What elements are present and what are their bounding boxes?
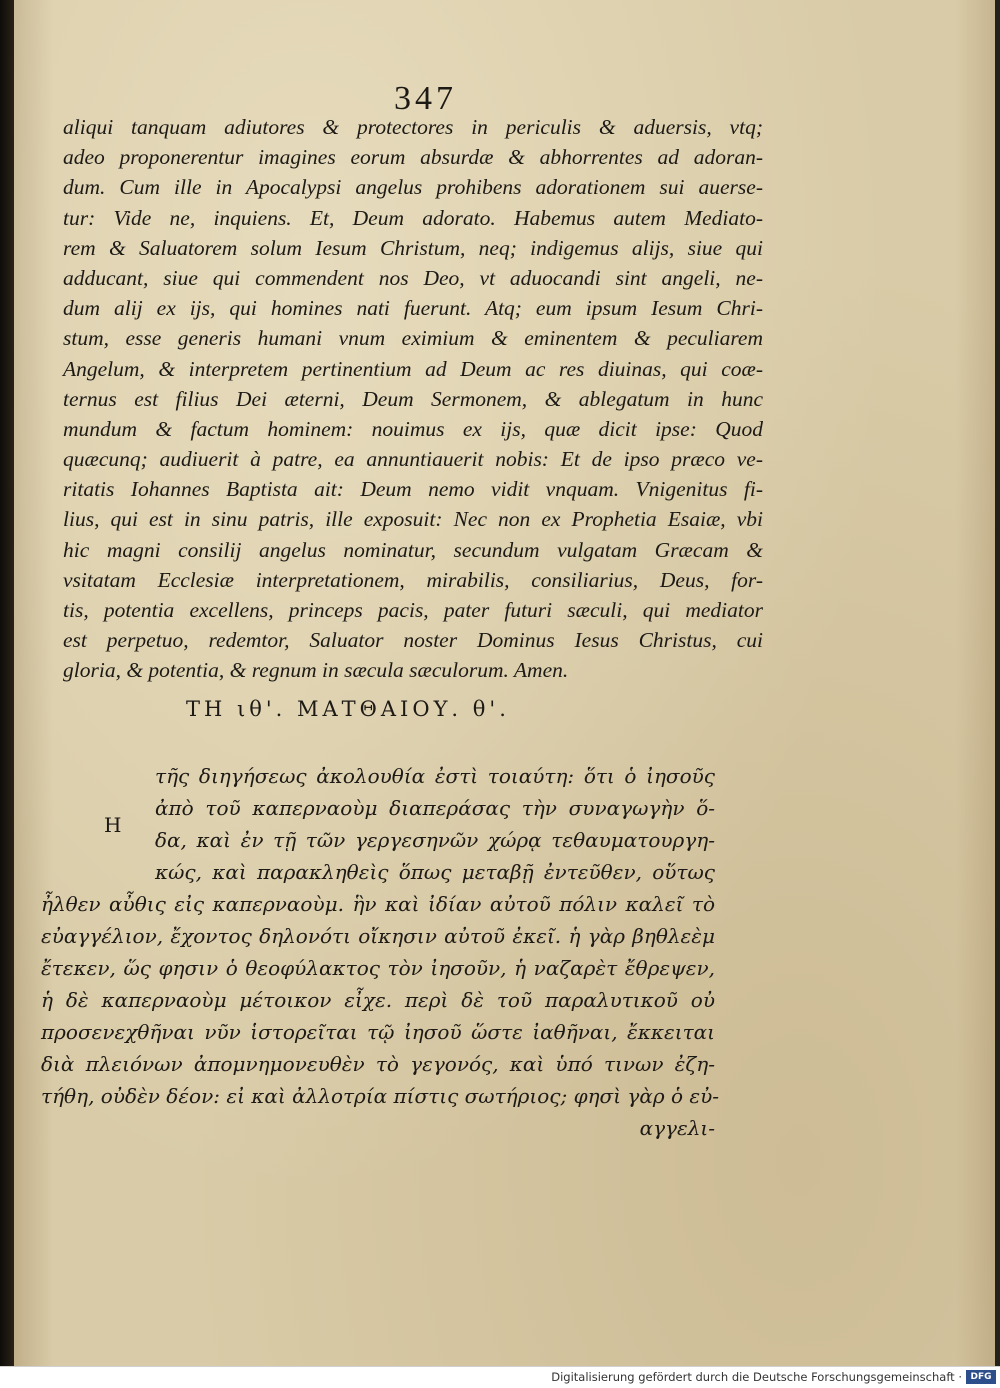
text-line: hic magni consilij angelus nominatur, secundum vulgatam Græcam & (63, 537, 763, 562)
text-line: ἔτεκεν, ὥς φησιν ὁ θεοφύλακτος τὸν ἰησοῦν, ἡ ναζαρὲτ ἔθρεψεν, (41, 956, 715, 980)
text-line: mundum & factum hominem: nouimus ex ijs, quæ dicit ipse: Quod (63, 416, 763, 441)
book-gutter-left (0, 0, 14, 1366)
text-line: εὐαγγέλιον, ἔχοντος δηλονότι οἴκησιν αὐτοῦ ἐκεῖ. ἡ γὰρ βηθλεὲμ (41, 924, 715, 948)
text-line: ἡ δὲ καπερναοὺμ μέτοικον εἶχε. περὶ δὲ τοῦ παραλυτικοῦ οὐ (41, 988, 715, 1012)
text-line: aliqui tanquam adiutores & protectores in periculis & aduersis, vtq; (63, 115, 763, 139)
text-line: Angelum, & interpretem pertinentium ad Deum ac res diuinas, qui coæ- (63, 356, 763, 381)
text-line: τήθη, οὐδὲν δέον: εἰ καὶ ἀλλοτρία πίστις σωτήριος; φησὶ γὰρ ὁ εὐ- (41, 1084, 720, 1108)
text-line: stum, esse generis humani vnum eximium & eminentem & peculiarem (63, 326, 763, 351)
text-line: δα, καὶ ἐν τῇ τῶν γεργεσηνῶν χώρᾳ τεθαυματουργη- (155, 828, 715, 852)
text-line: ἦλθεν αὖθις εἰς καπερναοὺμ. ἣν καὶ ἰδίαν αὐτοῦ πόλιν καλεῖ τὸ (41, 892, 715, 916)
catchword: αγγελι- (639, 1116, 715, 1140)
dfg-logo: DFG (966, 1370, 996, 1384)
section-heading: ΤΗ ιθ'. ΜΑΤΘΑΙΟΥ. θ'. (186, 697, 510, 721)
text-line: quæcunq; audiuerit à patre, ea annuntiauerit nobis: Et de ipso præco ve- (63, 447, 763, 472)
text-line: ternus est filius Dei æterni, Deum Sermonem, & ablegatum in hunc (63, 386, 763, 411)
text-line: κώς, καὶ παρακληθεὶς ὅπως μεταβῇ ἐντεῦθεν, οὕτως (155, 860, 715, 884)
text-line: τῆς διηγήσεως ἀκολουθία ἐστὶ τοιαύτη: ὅτι ὁ ἰησοῦς (155, 764, 715, 788)
text-line: tis, potentia excellens, princeps pacis, pater futuri sæculi, qui mediator (63, 598, 763, 622)
page-number: 347 (394, 80, 457, 117)
book-edge-right (995, 0, 1000, 1366)
text-line: est perpetuo, redemtor, Saluator noster Dominus Iesus Christus, cui (63, 628, 763, 653)
text-line: διὰ πλειόνων ἀπομνημονευθὲν τὸ γεγονός, καὶ ὑπό τινων ἐζη- (41, 1052, 715, 1076)
text-line: rem & Saluatorem solum Iesum Christum, neq; indigemus alijs, siue qui (63, 235, 763, 260)
text-line: adducant, siue qui commendent nos Deo, vt aduocandi sint angeli, ne- (63, 265, 763, 290)
text-line: vsitatam Ecclesiæ interpretationem, mirabilis, consiliarius, Deus, for- (63, 567, 763, 592)
text-line: προσενεχθῆναι νῦν ἱστορεῖται τῷ ἰησοῦ ὥστε ἰαθῆναι, ἔκκειται (41, 1020, 715, 1044)
text-line: ἀπὸ τοῦ καπερναοὺμ διαπεράσας τὴν συναγωγὴν ὅ- (155, 796, 715, 820)
funding-note: Digitalisierung gefördert durch die Deutsche Forschungsgemeinschaft · (551, 1370, 962, 1384)
margin-letter: Η (104, 813, 122, 837)
text-line: gloria, & potentia, & regnum in sæcula sæculorum. Amen. (63, 658, 569, 683)
text-line: adeo proponerentur imagines eorum absurdæ & abhorrentes ad adoran- (63, 145, 763, 170)
text-line: dum. Cum ille in Apocalypsi angelus prohibens adorationem sui auerse- (63, 175, 763, 200)
text-line: dum alij ex ijs, qui homines nati fuerunt. Atq; eum ipsum Iesum Chri- (63, 296, 763, 321)
text-line: ritatis Iohannes Baptista ait: Deum nemo vidit vnquam. Vnigenitus fi- (63, 477, 763, 502)
text-line: lius, qui est in sinu patris, ille exposuit: Nec non ex Prophetia Esaiæ, vbi (63, 507, 763, 532)
latin-text-block (63, 112, 763, 686)
book-page (14, 0, 995, 1366)
text-line: tur: Vide ne, inquiens. Et, Deum adorato. Habemus autem Mediato- (63, 205, 763, 230)
footer-bar (0, 1366, 1000, 1388)
